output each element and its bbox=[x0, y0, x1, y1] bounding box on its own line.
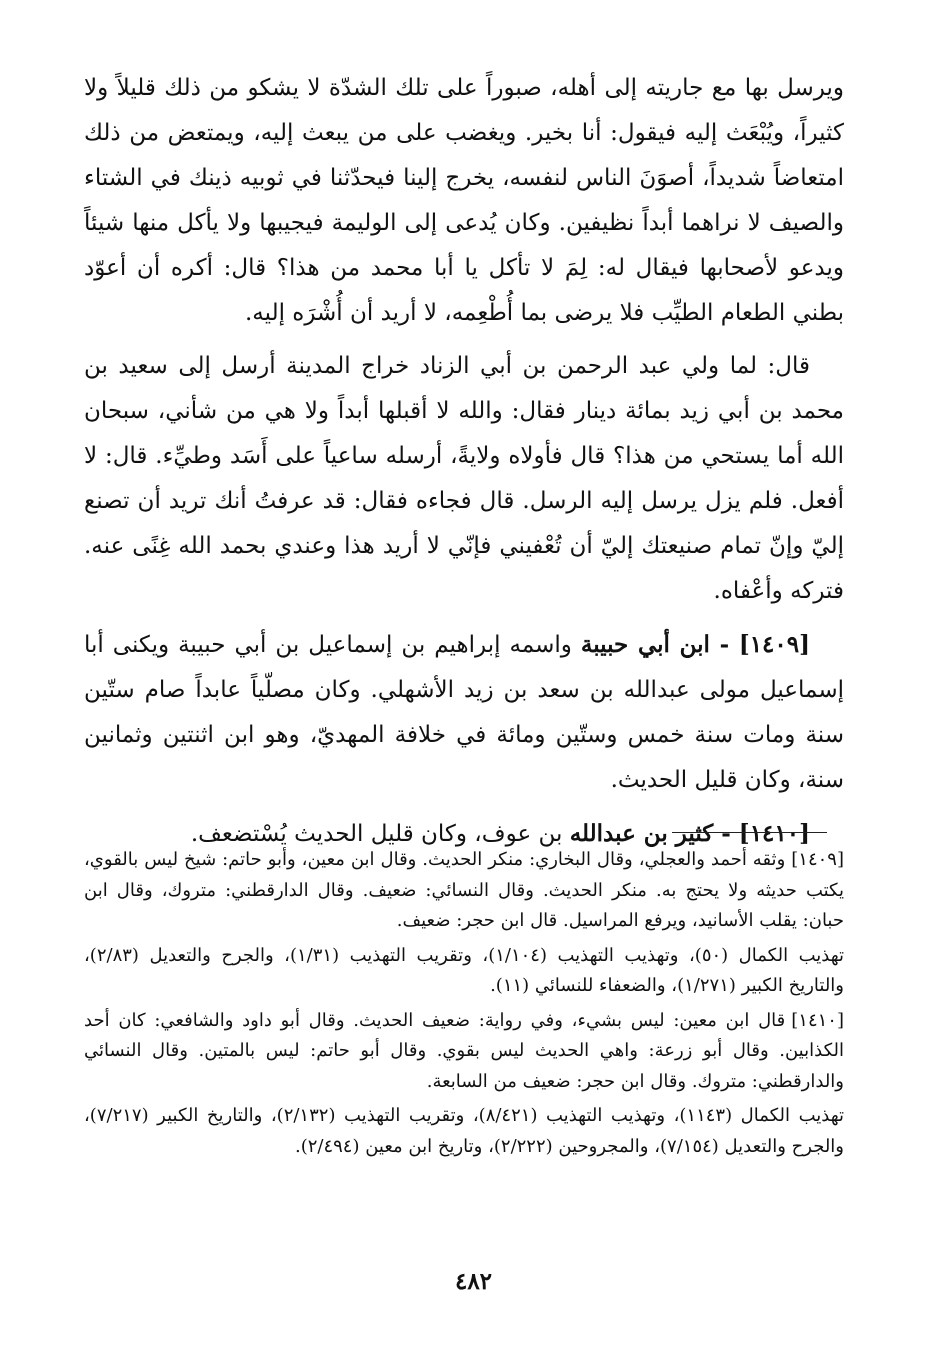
main-text bbox=[84, 66, 844, 857]
entry-1410-heading: [١٤١٠] - كثير بن عبدالله bbox=[569, 820, 810, 847]
paragraph-abu-zinad: قال: لما ولي عبد الرحمن بن أبي الزناد خراج المدينة أرسل إلى سعيد بن محمد بن أبي زيد بمائة دينار فقال: والله لا أقبلها أبداً ولا هي من شأني، سبحان الله أما يستحي من هذا؟ قال فأولاه ولايةً، أرسله ساعياً على أَسَد وطيِّء. قال: لا أفعل. فلم يزل يرسل إليه الرسل. قال فجاءه فقال: قد عرفتُ أنك تريد أن تصنع إليّ وإنّ تمام صنيعتك إليّ أن تُعْفيني فإنّي لا أريد هذا وعندي بحمد الله غِنًى عنه. فتركه وأعْفاه. bbox=[84, 353, 844, 604]
footnote-1409-number: [١٤٠٩] bbox=[791, 849, 844, 870]
entry-1410-body: بن عوف، وكان قليل الحديث يُسْتضعف. bbox=[190, 821, 570, 847]
footnote-divider bbox=[672, 832, 827, 833]
footnote-1409 bbox=[84, 845, 844, 937]
footnotes bbox=[84, 845, 844, 1162]
footnote-1409-text: وثقه أحمد والعجلي، وقال البخاري: منكر الحديث. وقال ابن معين، وأبو حاتم: شيخ ليس بالقوي، يكتب حديثه ولا يحتج به. منكر الحديث. وقال النسائي: ضعيف. وقال الدارقطني: متروك، وقال ابن حبان: يقلب الأسانيد، ويرفع المراسيل. قال ابن حجر: ضعيف. bbox=[84, 849, 844, 931]
footnote-1410-references: تهذيب الكمال (١١٤٣)، وتهذيب التهذيب (٨/٤٢١)، وتقريب التهذيب (٢/١٣٢)، والتاريخ الكبير (٧/٢١٧)، والجرح والتعديل (٧/١٥٤)، والمجروحين (٢/٢٢٢)، وتاريخ ابن معين (٢/٤٩٤). bbox=[84, 1105, 845, 1157]
footnote-1410-text: قال ابن معين: ليس بشيء، وفي رواية: ضعيف الحديث. وقال أبو داود والشافعي: كان أحد الكذابين. وقال أبو زرعة: واهي الحديث ليس بقوي. وقال أبو حاتم: ليس بالمتين. وقال النسائي والدارقطني: متروك. وقال ابن حجر: ضعيف من السابعة. bbox=[84, 1009, 844, 1092]
entry-1409-heading: [١٤٠٩] - ابن أبي حبيبة bbox=[580, 631, 811, 658]
footnote-1410 bbox=[84, 1006, 844, 1098]
paragraph-continuation: ويرسل بها مع جاريته إلى أهله، صبوراً على تلك الشدّة لا يشكو من ذلك قليلاً ولا كثيراً، ويُبْعَث إليه فيقول: أنا بخير. ويغضب على من يبعث إليه، ويمتعض من ذلك امتعاضاً شديداً، أصوَنَ الناس لنفسه، يخرج إلينا فيحدّثنا في ثوبيه ذينك في الشتاء والصيف لا نراهما أبداً نظيفين. وكان يُدعى إلى الوليمة فيجيبها ولا يأكل منها شيئاً ويدعو لأصحابها فيقال له: لِمَ لا تأكل يا أبا محمد من هذا؟ قال: أكره أن أعوّد بطني الطعام الطيِّب فلا يرضى بما أُطْعِمه، لا أريد أن أُشْرَه إليه. bbox=[84, 75, 844, 326]
page-number: ٤٨٢ bbox=[454, 1268, 493, 1295]
entry-1409 bbox=[84, 622, 844, 803]
footnote-1409-references: تهذيب الكمال (٥٠)، وتهذيب التهذيب (١/١٠٤)، وتقريب التهذيب (١/٣١)، والجرح والتعديل (٢/٨٣)، والتاريخ الكبير (١/٢٧١)، والضعفاء للنسائي (١١). bbox=[84, 944, 845, 996]
footnote-1410-number: [١٤١٠] bbox=[791, 1009, 844, 1031]
entry-1409-body: واسمه إبراهيم بن إسماعيل بن أبي حبيبة ويكنى أبا إسماعيل مولى عبدالله بن سعد بن زيد الأشهلي. وكان مصلّياً عابداً صام ستّين سنة ومات سنة خمس وستّين ومائة في خلافة المهديّ، وهو ابن اثنتين وثمانين سنة، وكان قليل الحديث. bbox=[84, 632, 844, 793]
